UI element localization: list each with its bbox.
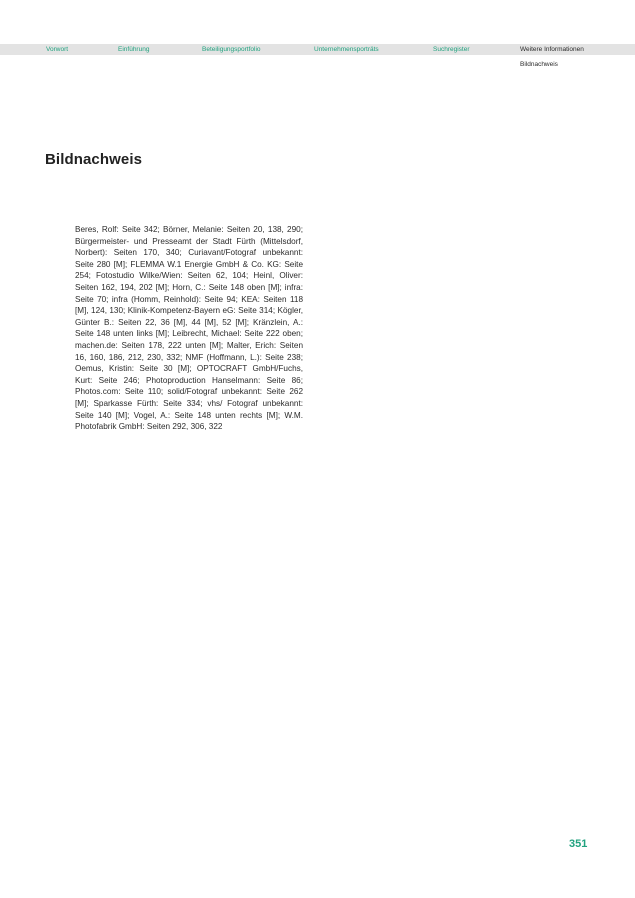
nav-item-weitere-informationen[interactable]: Weitere Informationen (520, 46, 584, 53)
page-title: Bildnachweis (45, 151, 143, 168)
nav-item-einfuehrung[interactable]: Einführung (118, 46, 150, 53)
top-navigation-bar (0, 44, 635, 55)
nav-subitem-bildnachweis[interactable]: Bildnachweis (520, 61, 558, 68)
nav-item-suchregister[interactable]: Suchregister (433, 46, 470, 53)
nav-item-beteiligungsportfolio[interactable]: Beteiligungsportfolio (202, 46, 261, 53)
nav-item-unternehmensportraets[interactable]: Unternehmensporträts (314, 46, 379, 53)
credits-body-text: Beres, Rolf: Seite 342; Börner, Melanie: Seiten 20, 138, 290; Bürgermeister- und Presseamt der Stadt Fürth (Mittelsdorf, Norbert): Seiten 170, 340; Curiavant/Fotograf unbekannt: Seite 280 [M]; FLEMMA W.1 Energie GmbH & Co. KG: Seite 254; Fotostudio Wilke/Wien: Seiten 62, 104; Heinl, Oliver: Seiten 162, 194, 202 [M]; Horn, C.: Seite 148 oben [M]; infra: Seite 70; infra (Homm, Reinhold): Seite 94; KEA: Seiten 118 [M], 124, 130; Klinik-Kompetenz-Bayern eG: Seite 314; Kögler, Günter B.: Seiten 22, 36 [M], 44 [M], 52 [M]; Kränzlein, A.: Seite 148 unten links [M]; Leibrecht, Michael: Seite 222 oben; machen.de: Seiten 178, 222 unten [M]; Malter, Erich: Seiten 16, 160, 186, 212, 230, 332; NMF (Hoffmann, L.): Seite 238; Oemus, Kristin: Seite 30 [M]; OPTOCRAFT GmbH/Fuchs, Kurt: Seite 246; Photoproduction Hanselmann: Seite 86; Photos.com: Seite 110; solid/Fotograf unbekannt: Seite 262 [M]; Sparkasse Fürth: Seite 334; vhs/ Fotograf unbekannt: Seite 140 [M]; Vogel, A.: Seite 148 unten rechts [M]; W.M. Photofabrik GmbH: Seiten 292, 306, 322 (75, 225, 303, 432)
page-number: 351 (569, 838, 588, 850)
nav-item-vorwort[interactable]: Vorwort (46, 46, 69, 53)
